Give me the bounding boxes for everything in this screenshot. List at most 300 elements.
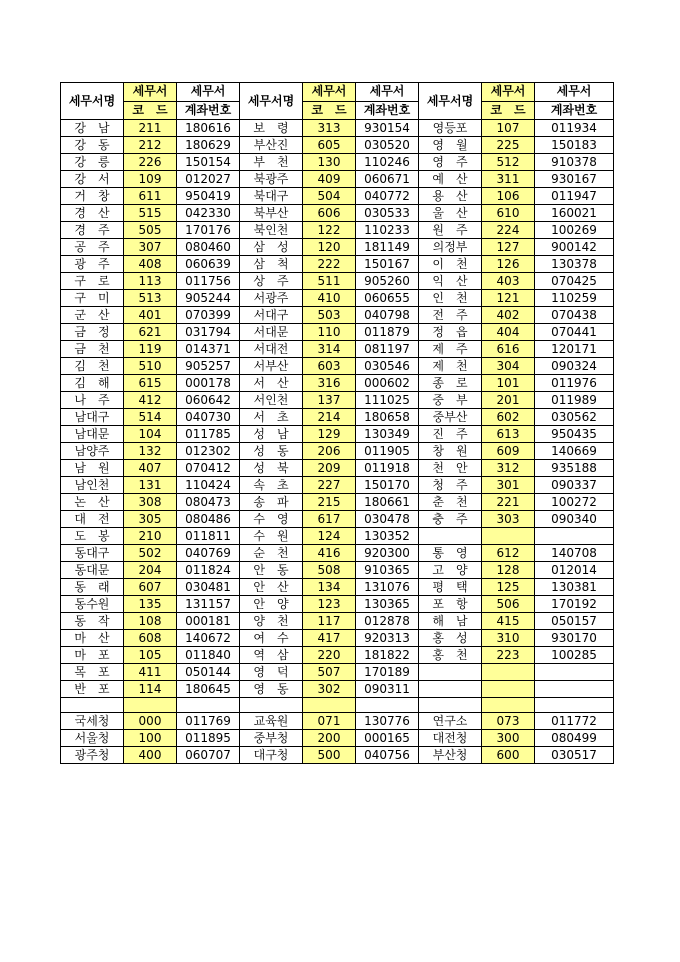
office-name-cell: 강 남 — [61, 120, 124, 137]
office-code-cell: 223 — [482, 647, 535, 664]
office-code-cell: 206 — [303, 443, 356, 460]
office-code-cell: 107 — [482, 120, 535, 137]
empty-cell — [419, 698, 482, 713]
empty-cell — [177, 698, 240, 713]
office-name-cell: 강 릉 — [61, 154, 124, 171]
office-name-cell: 대구청 — [240, 747, 303, 764]
account-number-cell: 130352 — [356, 528, 419, 545]
office-code-cell: 215 — [303, 494, 356, 511]
office-code-cell: 137 — [303, 392, 356, 409]
account-number-cell: 935188 — [535, 460, 614, 477]
office-name-cell: 안 산 — [240, 579, 303, 596]
office-code-cell: 404 — [482, 324, 535, 341]
office-code-cell: 221 — [482, 494, 535, 511]
office-code-cell: 301 — [482, 477, 535, 494]
office-code-cell: 101 — [482, 375, 535, 392]
table-row — [61, 239, 614, 256]
office-name-cell: 북부산 — [240, 205, 303, 222]
office-name-cell: 춘 천 — [419, 494, 482, 511]
office-name-cell: 금 정 — [61, 324, 124, 341]
account-number-cell: 181822 — [356, 647, 419, 664]
office-code-cell: 126 — [482, 256, 535, 273]
office-name-cell: 연구소 — [419, 713, 482, 730]
office-code-cell: 135 — [124, 596, 177, 613]
table-row — [61, 205, 614, 222]
office-name-cell: 반 포 — [61, 681, 124, 698]
account-number-cell: 180629 — [177, 137, 240, 154]
office-code-cell: 507 — [303, 664, 356, 681]
office-code-cell: 124 — [303, 528, 356, 545]
account-number-cell: 910378 — [535, 154, 614, 171]
office-code-cell: 417 — [303, 630, 356, 647]
office-code-cell: 616 — [482, 341, 535, 358]
office-name-cell: 부산진 — [240, 137, 303, 154]
office-name-cell: 동대구 — [61, 545, 124, 562]
account-number-cell: 181149 — [356, 239, 419, 256]
table-row — [61, 477, 614, 494]
account-number-cell: 011756 — [177, 273, 240, 290]
account-number-cell: 110233 — [356, 222, 419, 239]
table-row — [61, 713, 614, 730]
account-number-cell: 030533 — [356, 205, 419, 222]
table-body — [61, 120, 614, 764]
office-code-cell: 615 — [124, 375, 177, 392]
account-number-cell: 011879 — [356, 324, 419, 341]
office-code-cell: 606 — [303, 205, 356, 222]
office-code-cell: 224 — [482, 222, 535, 239]
table-row — [61, 528, 614, 545]
office-name-cell: 중부청 — [240, 730, 303, 747]
office-code-cell: 603 — [303, 358, 356, 375]
office-name-cell: 순 천 — [240, 545, 303, 562]
header-account-top: 세무서 — [535, 83, 614, 102]
table-row — [61, 443, 614, 460]
office-name-cell: 김 해 — [61, 375, 124, 392]
office-code-cell: 302 — [303, 681, 356, 698]
office-code-cell: 225 — [482, 137, 535, 154]
table-row — [61, 324, 614, 341]
office-code-cell: 109 — [124, 171, 177, 188]
account-number-cell: 080460 — [177, 239, 240, 256]
office-name-cell: 성 남 — [240, 426, 303, 443]
office-code-cell: 117 — [303, 613, 356, 630]
office-name-cell: 울 산 — [419, 205, 482, 222]
header-code-bottom: 코 드 — [482, 101, 535, 120]
office-code-cell: 612 — [482, 545, 535, 562]
account-number-cell: 070441 — [535, 324, 614, 341]
office-name-cell: 해 남 — [419, 613, 482, 630]
table-row — [61, 188, 614, 205]
office-code-cell: 114 — [124, 681, 177, 698]
office-name-cell: 고 양 — [419, 562, 482, 579]
account-number-cell: 070438 — [535, 307, 614, 324]
table-row — [61, 630, 614, 647]
office-name-cell: 동수원 — [61, 596, 124, 613]
account-number-cell: 920300 — [356, 545, 419, 562]
office-code-cell — [482, 528, 535, 545]
office-name-cell: 구 미 — [61, 290, 124, 307]
table-row — [61, 392, 614, 409]
office-code-cell: 412 — [124, 392, 177, 409]
account-number-cell: 080473 — [177, 494, 240, 511]
office-code-cell: 504 — [303, 188, 356, 205]
office-name-cell: 구 로 — [61, 273, 124, 290]
table-row — [61, 730, 614, 747]
office-name-cell: 목 포 — [61, 664, 124, 681]
table-row — [61, 307, 614, 324]
office-code-cell: 132 — [124, 443, 177, 460]
account-number-cell: 011785 — [177, 426, 240, 443]
office-code-cell — [482, 664, 535, 681]
office-code-cell — [482, 681, 535, 698]
table-row — [61, 222, 614, 239]
office-code-cell: 500 — [303, 747, 356, 764]
account-number-cell: 011918 — [356, 460, 419, 477]
empty-cell — [61, 698, 124, 713]
table-row — [61, 579, 614, 596]
account-number-cell: 170189 — [356, 664, 419, 681]
table-row — [61, 681, 614, 698]
table-row — [61, 137, 614, 154]
office-code-cell: 410 — [303, 290, 356, 307]
account-number-cell: 905260 — [356, 273, 419, 290]
office-name-cell: 창 원 — [419, 443, 482, 460]
account-number-cell: 012878 — [356, 613, 419, 630]
table-row — [61, 341, 614, 358]
office-name-cell: 공 주 — [61, 239, 124, 256]
account-number-cell: 110259 — [535, 290, 614, 307]
account-number-cell: 131157 — [177, 596, 240, 613]
account-number-cell: 040730 — [177, 409, 240, 426]
account-number-cell: 150154 — [177, 154, 240, 171]
office-code-cell: 204 — [124, 562, 177, 579]
office-name-cell: 남 원 — [61, 460, 124, 477]
office-name-cell: 상 주 — [240, 273, 303, 290]
office-name-cell: 나 주 — [61, 392, 124, 409]
account-number-cell: 080499 — [535, 730, 614, 747]
account-number-cell: 000181 — [177, 613, 240, 630]
table-row — [61, 664, 614, 681]
office-code-cell: 113 — [124, 273, 177, 290]
account-number-cell: 950435 — [535, 426, 614, 443]
account-number-cell: 130365 — [356, 596, 419, 613]
office-name-cell: 북광주 — [240, 171, 303, 188]
table-row — [61, 290, 614, 307]
table-row — [61, 613, 614, 630]
account-number-cell — [535, 664, 614, 681]
office-name-cell: 정 읍 — [419, 324, 482, 341]
office-name-cell — [419, 664, 482, 681]
office-code-cell: 621 — [124, 324, 177, 341]
header-account-bottom: 계좌번호 — [535, 101, 614, 120]
account-number-cell: 180645 — [177, 681, 240, 698]
office-code-cell: 506 — [482, 596, 535, 613]
office-name-cell: 평 택 — [419, 579, 482, 596]
office-code-cell: 307 — [124, 239, 177, 256]
office-name-cell: 북인천 — [240, 222, 303, 239]
header-office-name: 세무서명 — [61, 83, 124, 120]
office-name-cell: 서 산 — [240, 375, 303, 392]
account-number-cell: 180658 — [356, 409, 419, 426]
office-name-cell: 삼 척 — [240, 256, 303, 273]
office-name-cell: 이 천 — [419, 256, 482, 273]
account-number-cell: 000165 — [356, 730, 419, 747]
office-name-cell: 종 로 — [419, 375, 482, 392]
table-row — [61, 171, 614, 188]
account-number-cell: 000602 — [356, 375, 419, 392]
account-number-cell: 050157 — [535, 613, 614, 630]
office-name-cell: 거 창 — [61, 188, 124, 205]
table-row — [61, 647, 614, 664]
account-number-cell — [535, 528, 614, 545]
office-code-cell: 512 — [482, 154, 535, 171]
office-name-cell: 도 봉 — [61, 528, 124, 545]
header-account-bottom: 계좌번호 — [177, 101, 240, 120]
table-row — [61, 460, 614, 477]
office-name-cell: 대 전 — [61, 511, 124, 528]
account-number-cell: 130381 — [535, 579, 614, 596]
office-name-cell: 광 주 — [61, 256, 124, 273]
office-name-cell: 안 양 — [240, 596, 303, 613]
office-name-cell: 북대구 — [240, 188, 303, 205]
office-name-cell: 남양주 — [61, 443, 124, 460]
account-number-cell: 930154 — [356, 120, 419, 137]
office-code-cell: 108 — [124, 613, 177, 630]
tax-office-table — [60, 82, 614, 764]
table-row — [61, 494, 614, 511]
account-number-cell: 150167 — [356, 256, 419, 273]
office-code-cell: 505 — [124, 222, 177, 239]
account-number-cell: 120171 — [535, 341, 614, 358]
office-name-cell: 부 천 — [240, 154, 303, 171]
office-name-cell: 경 주 — [61, 222, 124, 239]
office-code-cell: 305 — [124, 511, 177, 528]
office-code-cell: 311 — [482, 171, 535, 188]
account-number-cell: 140669 — [535, 443, 614, 460]
account-number-cell: 100272 — [535, 494, 614, 511]
office-code-cell: 104 — [124, 426, 177, 443]
account-number-cell: 060707 — [177, 747, 240, 764]
spacer-row — [61, 698, 614, 713]
account-number-cell: 930167 — [535, 171, 614, 188]
office-code-cell: 411 — [124, 664, 177, 681]
table-row — [61, 747, 614, 764]
empty-cell — [482, 698, 535, 713]
empty-cell — [356, 698, 419, 713]
office-name-cell: 남대문 — [61, 426, 124, 443]
account-number-cell: 011824 — [177, 562, 240, 579]
office-name-cell: 의정부 — [419, 239, 482, 256]
office-code-cell: 127 — [482, 239, 535, 256]
account-number-cell: 011976 — [535, 375, 614, 392]
office-name-cell: 서 초 — [240, 409, 303, 426]
table-row — [61, 545, 614, 562]
office-name-cell: 마 포 — [61, 647, 124, 664]
office-code-cell: 401 — [124, 307, 177, 324]
header-office-name: 세무서명 — [419, 83, 482, 120]
office-name-cell: 남인천 — [61, 477, 124, 494]
office-code-cell: 128 — [482, 562, 535, 579]
account-number-cell: 040772 — [356, 188, 419, 205]
office-name-cell: 중 부 — [419, 392, 482, 409]
office-code-cell: 303 — [482, 511, 535, 528]
office-name-cell: 익 산 — [419, 273, 482, 290]
office-code-cell: 000 — [124, 713, 177, 730]
office-name-cell: 서대문 — [240, 324, 303, 341]
account-number-cell: 180661 — [356, 494, 419, 511]
office-name-cell: 송 파 — [240, 494, 303, 511]
table-row — [61, 511, 614, 528]
office-code-cell: 607 — [124, 579, 177, 596]
office-name-cell: 전 주 — [419, 307, 482, 324]
office-name-cell: 교육원 — [240, 713, 303, 730]
header-account-top: 세무서 — [356, 83, 419, 102]
empty-cell — [303, 698, 356, 713]
office-code-cell: 308 — [124, 494, 177, 511]
office-code-cell: 071 — [303, 713, 356, 730]
header-code-top: 세무서 — [124, 83, 177, 102]
account-number-cell: 070412 — [177, 460, 240, 477]
office-code-cell: 609 — [482, 443, 535, 460]
office-name-cell: 국세청 — [61, 713, 124, 730]
account-number-cell: 900142 — [535, 239, 614, 256]
account-number-cell: 012302 — [177, 443, 240, 460]
office-code-cell: 316 — [303, 375, 356, 392]
account-number-cell: 080486 — [177, 511, 240, 528]
office-code-cell: 602 — [482, 409, 535, 426]
office-name-cell: 여 수 — [240, 630, 303, 647]
account-number-cell: 131076 — [356, 579, 419, 596]
office-name-cell: 제 천 — [419, 358, 482, 375]
account-number-cell: 111025 — [356, 392, 419, 409]
office-name-cell: 양 천 — [240, 613, 303, 630]
office-name-cell: 안 동 — [240, 562, 303, 579]
account-number-cell: 090340 — [535, 511, 614, 528]
account-number-cell: 030546 — [356, 358, 419, 375]
office-name-cell: 서인천 — [240, 392, 303, 409]
office-name-cell: 속 초 — [240, 477, 303, 494]
office-name-cell: 영 월 — [419, 137, 482, 154]
account-number-cell: 040769 — [177, 545, 240, 562]
account-number-cell: 090337 — [535, 477, 614, 494]
office-code-cell: 310 — [482, 630, 535, 647]
office-code-cell: 508 — [303, 562, 356, 579]
account-number-cell: 100285 — [535, 647, 614, 664]
office-code-cell: 510 — [124, 358, 177, 375]
office-code-cell: 220 — [303, 647, 356, 664]
account-number-cell: 920313 — [356, 630, 419, 647]
account-number-cell: 014371 — [177, 341, 240, 358]
office-code-cell: 106 — [482, 188, 535, 205]
office-name-cell: 홍 성 — [419, 630, 482, 647]
account-number-cell: 000178 — [177, 375, 240, 392]
office-code-cell: 304 — [482, 358, 535, 375]
office-code-cell: 210 — [124, 528, 177, 545]
office-code-cell: 212 — [124, 137, 177, 154]
account-number-cell: 011811 — [177, 528, 240, 545]
account-number-cell: 011905 — [356, 443, 419, 460]
table-row — [61, 273, 614, 290]
office-name-cell: 삼 성 — [240, 239, 303, 256]
office-code-cell: 611 — [124, 188, 177, 205]
account-number-cell: 090324 — [535, 358, 614, 375]
empty-cell — [535, 698, 614, 713]
account-number-cell: 011989 — [535, 392, 614, 409]
account-number-cell: 042330 — [177, 205, 240, 222]
empty-cell — [124, 698, 177, 713]
table-row — [61, 120, 614, 137]
office-code-cell: 121 — [482, 290, 535, 307]
office-name-cell: 중부산 — [419, 409, 482, 426]
office-code-cell: 400 — [124, 747, 177, 764]
account-number-cell: 030520 — [356, 137, 419, 154]
office-code-cell: 617 — [303, 511, 356, 528]
office-code-cell: 222 — [303, 256, 356, 273]
office-name-cell: 예 산 — [419, 171, 482, 188]
account-number-cell: 905244 — [177, 290, 240, 307]
office-code-cell: 502 — [124, 545, 177, 562]
office-code-cell: 200 — [303, 730, 356, 747]
office-name-cell: 홍 천 — [419, 647, 482, 664]
office-code-cell: 613 — [482, 426, 535, 443]
office-name-cell: 천 안 — [419, 460, 482, 477]
table-row — [61, 562, 614, 579]
office-name-cell: 강 동 — [61, 137, 124, 154]
office-name-cell: 진 주 — [419, 426, 482, 443]
account-number-cell: 060671 — [356, 171, 419, 188]
account-number-cell: 180616 — [177, 120, 240, 137]
office-code-cell: 300 — [482, 730, 535, 747]
office-name-cell: 인 천 — [419, 290, 482, 307]
office-name-cell: 서대전 — [240, 341, 303, 358]
office-code-cell: 226 — [124, 154, 177, 171]
office-code-cell: 511 — [303, 273, 356, 290]
header-code-bottom: 코 드 — [124, 101, 177, 120]
office-name-cell: 김 천 — [61, 358, 124, 375]
account-number-cell — [535, 681, 614, 698]
account-number-cell: 031794 — [177, 324, 240, 341]
table-row — [61, 154, 614, 171]
account-number-cell: 050144 — [177, 664, 240, 681]
office-name-cell — [419, 681, 482, 698]
header-code-bottom: 코 드 — [303, 101, 356, 120]
office-code-cell: 214 — [303, 409, 356, 426]
office-name-cell — [419, 528, 482, 545]
account-number-cell: 040756 — [356, 747, 419, 764]
account-number-cell: 110424 — [177, 477, 240, 494]
account-number-cell: 140672 — [177, 630, 240, 647]
office-code-cell: 403 — [482, 273, 535, 290]
office-code-cell: 402 — [482, 307, 535, 324]
office-code-cell: 608 — [124, 630, 177, 647]
account-number-cell: 011840 — [177, 647, 240, 664]
office-code-cell: 408 — [124, 256, 177, 273]
account-number-cell: 910365 — [356, 562, 419, 579]
office-code-cell: 605 — [303, 137, 356, 154]
table-row — [61, 375, 614, 392]
office-name-cell: 충 주 — [419, 511, 482, 528]
table-row — [61, 426, 614, 443]
account-number-cell: 130378 — [535, 256, 614, 273]
header-code-top: 세무서 — [303, 83, 356, 102]
table-row — [61, 256, 614, 273]
office-name-cell: 성 북 — [240, 460, 303, 477]
account-number-cell: 150183 — [535, 137, 614, 154]
office-name-cell: 서부산 — [240, 358, 303, 375]
header-row-top — [61, 83, 614, 102]
office-name-cell: 마 산 — [61, 630, 124, 647]
account-number-cell: 100269 — [535, 222, 614, 239]
